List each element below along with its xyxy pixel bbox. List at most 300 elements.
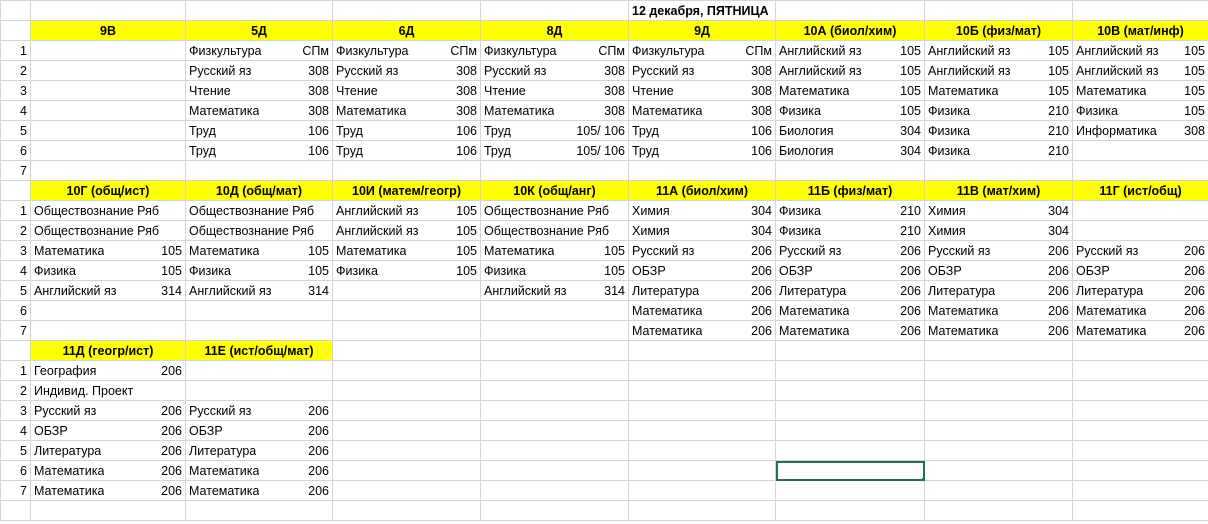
lesson-cell[interactable] [1073,201,1208,221]
lesson-cell[interactable] [629,321,776,341]
room-number: 105/ 106 [576,143,625,158]
lesson-cell[interactable] [333,281,481,301]
lesson-cell[interactable] [629,361,776,381]
lesson-cell[interactable] [333,321,481,341]
lesson-number[interactable]: 3 [1,401,31,421]
lesson-cell[interactable] [1073,161,1208,181]
lesson-number[interactable]: 5 [1,121,31,141]
room-number: 206 [308,463,329,478]
lesson-cell[interactable] [333,461,481,481]
subject-name: Биология [779,123,834,138]
lesson-cell[interactable] [186,381,333,401]
class-header[interactable]: 10И (матем/геогр) [333,181,481,201]
lesson-cell[interactable] [481,301,629,321]
lesson-cell[interactable] [1073,281,1208,301]
lesson-cell[interactable] [481,81,629,101]
lesson-cell[interactable] [186,281,333,301]
class-header[interactable]: 11Г (ист/общ) [1073,181,1208,201]
lesson-cell[interactable] [31,361,186,381]
lesson-number[interactable]: 1 [1,361,31,381]
lesson-cell[interactable] [629,421,776,441]
lesson-cell[interactable] [186,81,333,101]
subject-name: Физкультура [336,43,409,58]
lesson-cell[interactable] [481,161,629,181]
room-number: СПм [745,43,772,58]
class-header[interactable]: 10Д (общ/мат) [186,181,333,201]
lesson-cell[interactable] [333,121,481,141]
lesson-cell[interactable] [333,261,481,281]
cell[interactable] [333,501,481,521]
lesson-cell[interactable] [776,161,925,181]
lesson-cell[interactable] [776,381,925,401]
lesson-cell[interactable] [776,61,925,81]
lesson-cell[interactable] [186,301,333,321]
room-number: 206 [1048,283,1069,298]
lesson-number[interactable]: 3 [1,241,31,261]
lesson-cell[interactable] [186,321,333,341]
class-header[interactable]: 5Д [186,21,333,41]
lesson-cell[interactable] [481,421,629,441]
lesson-cell[interactable] [629,61,776,81]
lesson-cell[interactable] [1073,101,1208,121]
subject-name: Чтение [336,83,378,98]
lesson-cell[interactable] [481,241,629,261]
lesson-cell[interactable] [1073,141,1208,161]
lesson-cell[interactable] [186,481,333,501]
lesson-cell[interactable] [629,41,776,61]
cell[interactable] [186,1,333,21]
cell[interactable] [1,501,31,521]
lesson-number[interactable]: 6 [1,461,31,481]
room-number: 308 [751,63,772,78]
lesson-cell[interactable] [481,141,629,161]
lesson-entry [928,104,1069,118]
lesson-cell[interactable] [31,241,186,261]
lesson-cell[interactable] [925,301,1073,321]
lesson-row [1,221,1208,241]
lesson-cell[interactable] [31,421,186,441]
lesson-entry [189,404,329,418]
lesson-cell[interactable] [925,161,1073,181]
lesson-cell[interactable] [1073,81,1208,101]
cell[interactable] [925,501,1073,521]
room-number: 206 [308,483,329,498]
lesson-cell[interactable] [481,481,629,501]
lesson-entry [632,64,772,78]
lesson-entry [1076,84,1205,98]
cell[interactable] [186,501,333,521]
lesson-cell[interactable] [481,461,629,481]
lesson-cell[interactable] [629,281,776,301]
lesson-number[interactable]: 4 [1,421,31,441]
lesson-number[interactable]: 6 [1,301,31,321]
lesson-cell[interactable] [481,121,629,141]
cell[interactable] [481,341,629,361]
lesson-cell[interactable] [925,201,1073,221]
room-number: 314 [308,283,329,298]
cell[interactable] [31,1,186,21]
lesson-entry [928,324,1069,338]
lesson-cell[interactable] [186,141,333,161]
lesson-cell[interactable] [186,421,333,441]
class-header[interactable]: 9В [31,21,186,41]
cell[interactable] [333,1,481,21]
lesson-cell[interactable] [333,61,481,81]
lesson-cell[interactable] [333,421,481,441]
room-number: 308 [751,83,772,98]
lesson-cell[interactable] [333,241,481,261]
lesson-cell[interactable] [776,321,925,341]
lesson-cell[interactable] [1073,421,1208,441]
lesson-cell[interactable] [925,461,1073,481]
lesson-cell[interactable] [1073,381,1208,401]
lesson-entry [34,284,182,298]
lesson-cell[interactable] [481,261,629,281]
subject-name: Физика [1076,103,1118,118]
class-header[interactable]: 10В (мат/инф) [1073,21,1208,41]
subject-name: Математика [1076,83,1147,98]
lesson-cell[interactable] [629,201,776,221]
lesson-cell[interactable] [1073,241,1208,261]
lesson-number[interactable]: 2 [1,221,31,241]
lesson-number[interactable]: 3 [1,81,31,101]
cell[interactable] [776,341,925,361]
lesson-cell[interactable] [776,441,925,461]
lesson-cell[interactable] [776,421,925,441]
lesson-cell[interactable] [31,401,186,421]
subject-name: Труд [336,143,363,158]
lesson-cell[interactable] [31,381,186,401]
lesson-entry [336,104,477,118]
lesson-cell[interactable] [629,301,776,321]
lesson-cell[interactable] [925,381,1073,401]
cell[interactable] [629,501,776,521]
lesson-entry [189,224,329,238]
lesson-row [1,41,1208,61]
lesson-number[interactable]: 2 [1,381,31,401]
lesson-entry [779,44,921,58]
lesson-cell[interactable] [776,121,925,141]
subject-name: Русский яз [484,63,547,78]
lesson-cell[interactable] [481,441,629,461]
subject-name: Математика [34,243,105,258]
lesson-cell[interactable] [776,241,925,261]
cell[interactable] [925,1,1073,21]
lesson-cell[interactable] [186,101,333,121]
lesson-cell[interactable] [333,221,481,241]
lesson-cell[interactable] [186,261,333,281]
lesson-cell[interactable] [925,401,1073,421]
cell[interactable] [333,341,481,361]
page-title[interactable]: 12 декабря, ПЯТНИЦА [629,1,776,21]
lesson-cell[interactable] [776,401,925,421]
lesson-cell[interactable] [186,241,333,261]
lesson-cell[interactable] [925,441,1073,461]
cell[interactable] [776,1,925,21]
lesson-entry [189,284,329,298]
lesson-cell[interactable] [333,441,481,461]
lesson-cell[interactable] [776,141,925,161]
cell[interactable] [925,341,1073,361]
row-number-cell[interactable] [1,21,31,41]
lesson-cell[interactable] [186,361,333,381]
lesson-cell[interactable] [629,101,776,121]
subject-name: Чтение [632,83,674,98]
lesson-cell[interactable] [481,361,629,381]
lesson-cell[interactable] [31,281,186,301]
lesson-cell[interactable] [186,61,333,81]
lesson-entry [336,44,477,58]
room-number: 106 [308,143,329,158]
lesson-cell[interactable] [925,61,1073,81]
lesson-number[interactable]: 1 [1,201,31,221]
lesson-cell[interactable] [629,221,776,241]
lesson-cell[interactable] [186,41,333,61]
class-header[interactable]: 10К (общ/анг) [481,181,629,201]
room-number: 206 [1184,243,1205,258]
lesson-cell[interactable] [1073,481,1208,501]
lesson-cell[interactable] [776,81,925,101]
lesson-number[interactable]: 7 [1,321,31,341]
lesson-cell[interactable] [186,461,333,481]
lesson-cell[interactable] [333,481,481,501]
lesson-cell[interactable] [31,61,186,81]
cell[interactable] [1073,501,1208,521]
lesson-cell[interactable] [1073,41,1208,61]
cell[interactable] [776,501,925,521]
lesson-cell[interactable] [481,381,629,401]
lesson-cell[interactable] [629,81,776,101]
lesson-cell[interactable] [629,241,776,261]
lesson-cell[interactable] [925,361,1073,381]
lesson-number[interactable]: 7 [1,161,31,181]
lesson-cell[interactable] [1073,121,1208,141]
lesson-cell[interactable] [776,281,925,301]
lesson-cell[interactable] [776,481,925,501]
lesson-cell[interactable] [31,101,186,121]
lesson-cell[interactable] [1073,401,1208,421]
lesson-cell[interactable] [31,441,186,461]
lesson-cell[interactable] [925,281,1073,301]
lesson-cell[interactable] [333,141,481,161]
lesson-cell[interactable] [333,381,481,401]
subject-name: ОБЗР [1076,263,1110,278]
subject-name: Русский яз [632,243,695,258]
lesson-number[interactable]: 4 [1,101,31,121]
lesson-cell[interactable] [481,401,629,421]
lesson-cell[interactable] [629,141,776,161]
lesson-cell[interactable] [776,101,925,121]
cell[interactable] [1,1,31,21]
class-header[interactable]: 10Г (общ/ист) [31,181,186,201]
class-header[interactable]: 11А (биол/хим) [629,181,776,201]
lesson-cell[interactable] [925,261,1073,281]
lesson-cell[interactable] [31,161,186,181]
lesson-cell[interactable] [1073,221,1208,241]
cell[interactable] [1073,1,1208,21]
lesson-cell[interactable] [481,321,629,341]
lesson-cell[interactable] [629,461,776,481]
lesson-cell[interactable] [776,41,925,61]
cell[interactable] [31,501,186,521]
cell[interactable] [629,341,776,361]
lesson-cell[interactable] [186,221,333,241]
lesson-cell[interactable] [333,161,481,181]
lesson-cell[interactable] [1073,361,1208,381]
lesson-cell[interactable] [1073,461,1208,481]
lesson-cell[interactable] [776,221,925,241]
row-number-cell[interactable] [1,341,31,361]
lesson-cell[interactable] [629,401,776,421]
lesson-number[interactable]: 5 [1,441,31,461]
lesson-number[interactable]: 2 [1,61,31,81]
lesson-cell[interactable] [925,81,1073,101]
lesson-cell[interactable] [629,481,776,501]
class-header[interactable]: 11Д (геогр/ист) [31,341,186,361]
room-number: 105/ 106 [576,123,625,138]
lesson-cell[interactable] [629,381,776,401]
lesson-cell[interactable] [333,101,481,121]
cell[interactable] [481,1,629,21]
lesson-cell[interactable] [481,41,629,61]
cell[interactable] [1073,341,1208,361]
lesson-entry [484,44,625,58]
lesson-cell[interactable] [776,201,925,221]
lesson-cell[interactable] [333,301,481,321]
lesson-entry [928,84,1069,98]
lesson-cell[interactable] [925,101,1073,121]
lesson-cell[interactable] [925,241,1073,261]
row-number-cell[interactable] [1,181,31,201]
class-header[interactable]: 11Е (ист/общ/мат) [186,341,333,361]
lesson-cell[interactable] [1073,301,1208,321]
lesson-cell[interactable] [333,81,481,101]
lesson-cell[interactable] [629,161,776,181]
room-number: СПм [598,43,625,58]
class-header-row [1,21,1208,41]
lesson-entry [189,444,329,458]
lesson-cell[interactable] [31,481,186,501]
lesson-cell[interactable] [31,121,186,141]
lesson-cell[interactable] [333,401,481,421]
subject-name: Математика [779,323,850,338]
lesson-cell[interactable] [776,461,925,481]
lesson-cell[interactable] [333,361,481,381]
lesson-number[interactable]: 4 [1,261,31,281]
room-number: 105 [456,263,477,278]
lesson-cell[interactable] [333,41,481,61]
lesson-cell[interactable] [481,61,629,81]
lesson-cell[interactable] [186,201,333,221]
lesson-cell[interactable] [481,201,629,221]
room-number: 105 [900,103,921,118]
subject-name: Информатика [1076,123,1157,138]
lesson-number[interactable]: 1 [1,41,31,61]
lesson-number[interactable]: 7 [1,481,31,501]
lesson-number[interactable]: 5 [1,281,31,301]
class-header[interactable]: 8Д [481,21,629,41]
lesson-cell[interactable] [925,481,1073,501]
lesson-cell[interactable] [31,41,186,61]
lesson-cell[interactable] [629,441,776,461]
subject-name: Математика [632,303,703,318]
lesson-cell[interactable] [1073,321,1208,341]
lesson-entry [336,204,477,218]
lesson-cell[interactable] [925,121,1073,141]
lesson-cell[interactable] [925,41,1073,61]
lesson-entry [189,484,329,498]
lesson-cell[interactable] [186,441,333,461]
class-header[interactable]: 6Д [333,21,481,41]
lesson-cell[interactable] [776,361,925,381]
lesson-cell[interactable] [776,261,925,281]
lesson-cell[interactable] [629,121,776,141]
lesson-row [1,281,1208,301]
class-header[interactable]: 11В (мат/хим) [925,181,1073,201]
lesson-cell[interactable] [1073,441,1208,461]
lesson-cell[interactable] [186,161,333,181]
lesson-cell[interactable] [31,261,186,281]
lesson-number[interactable]: 6 [1,141,31,161]
lesson-cell[interactable] [481,221,629,241]
class-header[interactable]: 11Б (физ/мат) [776,181,925,201]
lesson-cell[interactable] [186,121,333,141]
room-number: 106 [308,123,329,138]
subject-name: Труд [189,123,216,138]
class-header[interactable]: 10Б (физ/мат) [925,21,1073,41]
lesson-row [1,481,1208,501]
room-number: 105 [900,43,921,58]
room-number [178,224,182,238]
room-number [325,224,329,238]
lesson-cell[interactable] [31,221,186,241]
lesson-cell[interactable] [186,401,333,421]
class-header[interactable]: 10А (биол/хим) [776,21,925,41]
class-header-row [1,181,1208,201]
room-number: 105 [1184,103,1205,118]
lesson-cell[interactable] [31,301,186,321]
room-number: 206 [751,323,772,338]
room-number: 206 [1184,263,1205,278]
lesson-cell[interactable] [31,81,186,101]
subject-name: Обществознание Ряб [34,223,160,238]
lesson-cell[interactable] [1073,61,1208,81]
lesson-entry [34,264,182,278]
cell[interactable] [481,501,629,521]
lesson-cell[interactable] [481,101,629,121]
lesson-cell[interactable] [333,201,481,221]
subject-name: Труд [336,123,363,138]
lesson-cell[interactable] [925,221,1073,241]
lesson-cell[interactable] [925,321,1073,341]
lesson-cell[interactable] [925,141,1073,161]
subject-name: Физика [779,203,821,218]
lesson-cell[interactable] [776,301,925,321]
lesson-cell[interactable] [31,321,186,341]
lesson-cell[interactable] [31,201,186,221]
class-header[interactable]: 9Д [629,21,776,41]
room-number: 105 [1048,63,1069,78]
room-number: 206 [161,423,182,438]
lesson-cell[interactable] [481,281,629,301]
lesson-cell[interactable] [31,141,186,161]
lesson-cell[interactable] [1073,261,1208,281]
lesson-cell[interactable] [629,261,776,281]
lesson-row [1,241,1208,261]
subject-name: Английский яз [1076,43,1159,58]
lesson-cell[interactable] [925,421,1073,441]
lesson-cell[interactable] [31,461,186,481]
